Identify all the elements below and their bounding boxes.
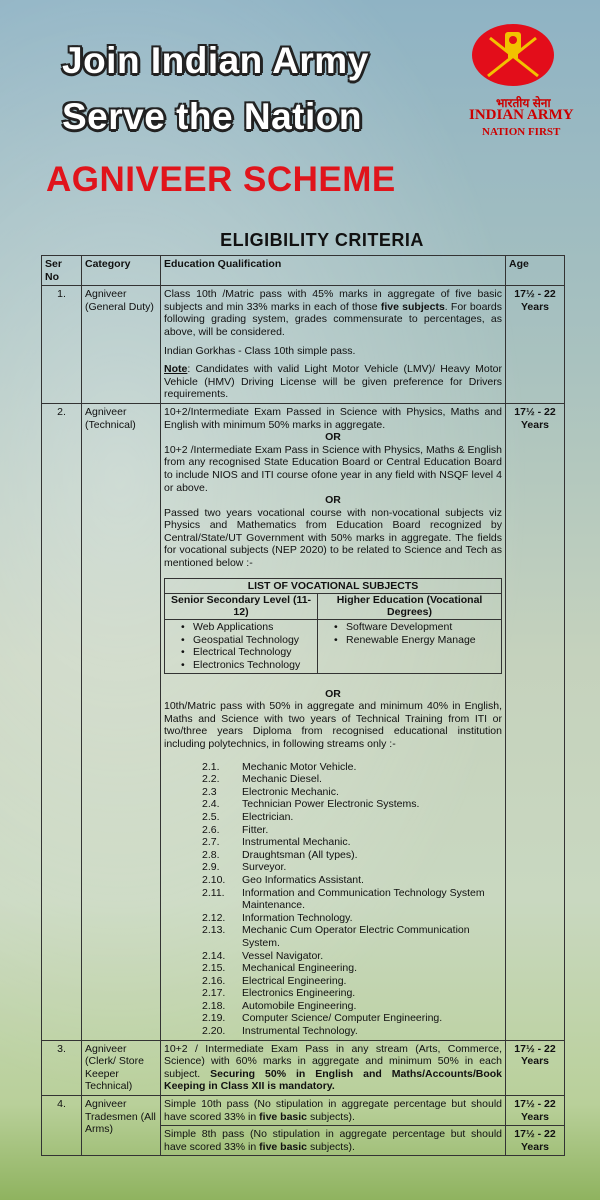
education-text [164, 1043, 502, 1093]
or-separator: OR [325, 494, 341, 507]
stream-number: 2.6. [202, 823, 220, 836]
stream-name: Instrumental Mechanic. [242, 836, 351, 849]
stream-number: 2.1. [202, 760, 220, 773]
stream-name: Mechanic Cum Operator Electric Communication System. [242, 924, 470, 949]
row-age: 17½ - 22 Years [506, 286, 565, 404]
text-bold: five subjects [380, 300, 445, 313]
list-item [202, 849, 502, 862]
row-age [506, 1096, 565, 1156]
list-item [202, 824, 502, 837]
list-item [202, 761, 502, 774]
eligibility-title: ELIGIBILITY CRITERIA [220, 230, 424, 250]
note-text [164, 363, 502, 401]
text-part: Simple 10th pass (No stipulation in aggregate percentage but should have scored 33% in [164, 1098, 502, 1123]
stream-name: Electrical Engineering. [242, 974, 347, 987]
header [0, 0, 600, 220]
text-part: Class 10th /Matric pass with 45% marks in aggregate of five basic subjects and min 33% marks in each of those [164, 288, 502, 313]
text-part: subjects). [309, 1140, 355, 1153]
option-1: 10+2/Intermediate Exam Passed in Science with Physics, Maths and English with minimum 50% marks in aggregate. [164, 405, 502, 431]
stream-number: 2.15. [202, 962, 226, 975]
vocational-col-2-header: Higher Education (Vocational Degrees) [318, 594, 502, 620]
row-category: Agniveer (Clerk/ Store Keeper Technical) [82, 1040, 161, 1095]
stream-number: 2.10. [202, 873, 226, 886]
list-item [202, 836, 502, 849]
stream-name: Surveyor. [242, 861, 287, 874]
stream-number: 2.13. [202, 924, 226, 937]
option-2: 10+2 /Intermediate Exam Pass in Science with Physics, Maths & English from any recognised State Education Board or Central Education Board to include NIOS and ITI course ofone year in any field with NSQF level 4 or above. [164, 443, 502, 494]
text-part: . For boards following grading system, grades commensurate to percentages, as above, will be considered. [164, 300, 502, 338]
stream-number: 2.20. [202, 1025, 226, 1038]
stream-name: Electrician. [242, 810, 294, 823]
vocational-col-1-header: Senior Secondary Level (11-12) [165, 594, 318, 620]
list-item [202, 798, 502, 811]
row-category: Agniveer Tradesmen (All Arms) [82, 1096, 161, 1156]
list-item [202, 811, 502, 824]
list-item: • Renewable Energy Manage [334, 634, 497, 647]
note-label: Note [164, 363, 188, 376]
table-header-row [42, 256, 565, 286]
logo-name: INDIAN ARMY [469, 107, 574, 123]
list-item: • Electrical Technology [181, 646, 313, 659]
streams-list [202, 761, 502, 1038]
stream-name: Electronic Mechanic. [242, 785, 339, 798]
education-text [164, 288, 502, 338]
scheme-title: AGNIVEER SCHEME [46, 160, 396, 199]
list-item [202, 874, 502, 887]
row-ser: 4. [42, 1096, 82, 1156]
list-item [202, 887, 502, 912]
header-age: Age [506, 256, 565, 286]
logo-hindi-text: भारतीय सेना [496, 96, 551, 110]
army-emblem-icon [472, 24, 554, 86]
stream-name: Mechanic Motor Vehicle. [242, 760, 357, 773]
stream-number: 2.12. [202, 911, 226, 924]
stream-name: Electronics Engineering. [242, 987, 356, 1000]
list-item [202, 975, 502, 988]
list-item [202, 924, 502, 949]
stream-name: Mechanic Diesel. [242, 773, 322, 786]
list-item [202, 861, 502, 874]
stream-name: Geo Informatics Assistant. [242, 873, 364, 886]
stream-number: 2.18. [202, 999, 226, 1012]
logo-tagline: NATION FIRST [482, 126, 561, 138]
table-row [42, 1096, 565, 1156]
row-ser: 2. [42, 403, 82, 1040]
option-4: 10th/Matric pass with 50% in aggregate and minimum 40% in English, Maths and Science with two years of Technical Training from ITI or two/three years Diploma from recognised educational institution including polytechnics, in following streams only :- [164, 700, 502, 750]
list-item [202, 950, 502, 963]
stream-number: 2.4. [202, 798, 220, 811]
or-separator: OR [325, 687, 341, 700]
stream-name: Information Technology. [242, 911, 353, 924]
stream-number: 2.2. [202, 773, 220, 786]
stream-number: 2.7. [202, 836, 220, 849]
row-education [161, 286, 506, 404]
row-age: 17½ - 22 Years [506, 403, 565, 1040]
row-category: Agniveer (General Duty) [82, 286, 161, 404]
eligibility-table [41, 255, 565, 1156]
stream-number: 2.11. [202, 886, 225, 899]
header-education: Education Qualification [161, 256, 506, 286]
stream-number: 2.16. [202, 974, 226, 987]
option-3: Passed two years vocational course with non-vocational subjects viz Physics and Mathematics from Education Board recognized by Central/State/UT Government with 50% marks in aggregate. The fields for vocational subjects (NEP 2020) to be related to Science and Tech as mentioned below :- [164, 506, 502, 570]
text-bold: Securing 50% in English and Maths/Accounts/Book Keeping in Class XII is mandatory. [164, 1067, 502, 1093]
list-item [202, 987, 502, 1000]
stream-name: Mechanical Engineering. [242, 962, 357, 975]
vocational-col-2 [318, 620, 502, 673]
list-item [202, 912, 502, 925]
list-item [202, 1025, 502, 1038]
age-a: 17½ - 22 Years [506, 1096, 564, 1126]
stream-number: 2.3 [202, 785, 217, 798]
gorkha-text: Indian Gorkhas - Class 10th simple pass. [164, 344, 356, 357]
age-b: 17½ - 22 Years [514, 1128, 556, 1153]
stream-name: Automobile Engineering. [242, 999, 357, 1012]
education-text-a [161, 1096, 505, 1126]
stream-number: 2.5. [202, 810, 220, 823]
stream-number: 2.17. [202, 987, 226, 1000]
list-item: • Software Development [334, 621, 497, 634]
list-item [202, 962, 502, 975]
or-separator: OR [325, 431, 341, 444]
vocational-subjects-table [164, 578, 502, 674]
text-part: 10+2 / Intermediate Exam Pass in any stream (Arts, Commerce, Science) with 60% marks in aggregate and minimum 50% in each subject. [164, 1042, 502, 1080]
row-education [161, 1096, 506, 1156]
text-bold: five basic [259, 1110, 308, 1123]
stream-name: Fitter. [242, 823, 269, 836]
stream-number: 2.9. [202, 861, 220, 874]
vocational-col-1 [165, 620, 318, 673]
list-item: • Web Applications [181, 621, 313, 634]
table-row [42, 286, 565, 404]
stream-number: 2.14. [202, 949, 226, 962]
stream-name: Draughtsman (All types). [242, 848, 358, 861]
header-ser-no: Ser No [42, 256, 82, 286]
list-item: • Electronics Technology [181, 659, 313, 672]
stream-number: 2.19. [202, 1012, 226, 1025]
education-text-b [161, 1126, 505, 1155]
list-item [202, 1012, 502, 1025]
list-item: • Geospatial Technology [181, 634, 313, 647]
list-item [202, 786, 502, 799]
note-body: : Candidates with valid Light Motor Vehicle (LMV)/ Heavy Motor Vehicle (HMV) Driving License will be given preference for Drivers requirements. [164, 363, 502, 401]
row-education [161, 1040, 506, 1095]
headline-line-1: Join Indian Army [62, 40, 369, 81]
table-row [42, 1040, 565, 1095]
stream-name: Vessel Navigator. [242, 949, 324, 962]
vocational-title: LIST OF VOCATIONAL SUBJECTS [165, 578, 502, 594]
text-part: Simple 8th pass (No stipulation in aggregate percentage but should have scored 33% in [164, 1128, 502, 1153]
row-ser: 1. [42, 286, 82, 404]
header-category: Category [82, 256, 161, 286]
stream-name: Technician Power Electronic Systems. [242, 798, 420, 811]
stream-number: 2.8. [202, 848, 220, 861]
list-item [202, 773, 502, 786]
row-category: Agniveer (Technical) [82, 403, 161, 1040]
stream-name: Information and Communication Technology System Maintenance. [242, 886, 485, 912]
row-age: 17½ - 22 Years [506, 1040, 565, 1095]
stream-name: Instrumental Technology. [242, 1025, 358, 1038]
list-item [202, 1000, 502, 1013]
text-part: subjects). [309, 1110, 355, 1123]
text-bold: five basic [259, 1140, 308, 1153]
row-education [161, 403, 506, 1040]
headline-line-2: Serve the Nation [62, 96, 362, 137]
row-ser: 3. [42, 1040, 82, 1095]
stream-name: Computer Science/ Computer Engineering. [242, 1012, 443, 1025]
table-row [42, 403, 565, 1040]
